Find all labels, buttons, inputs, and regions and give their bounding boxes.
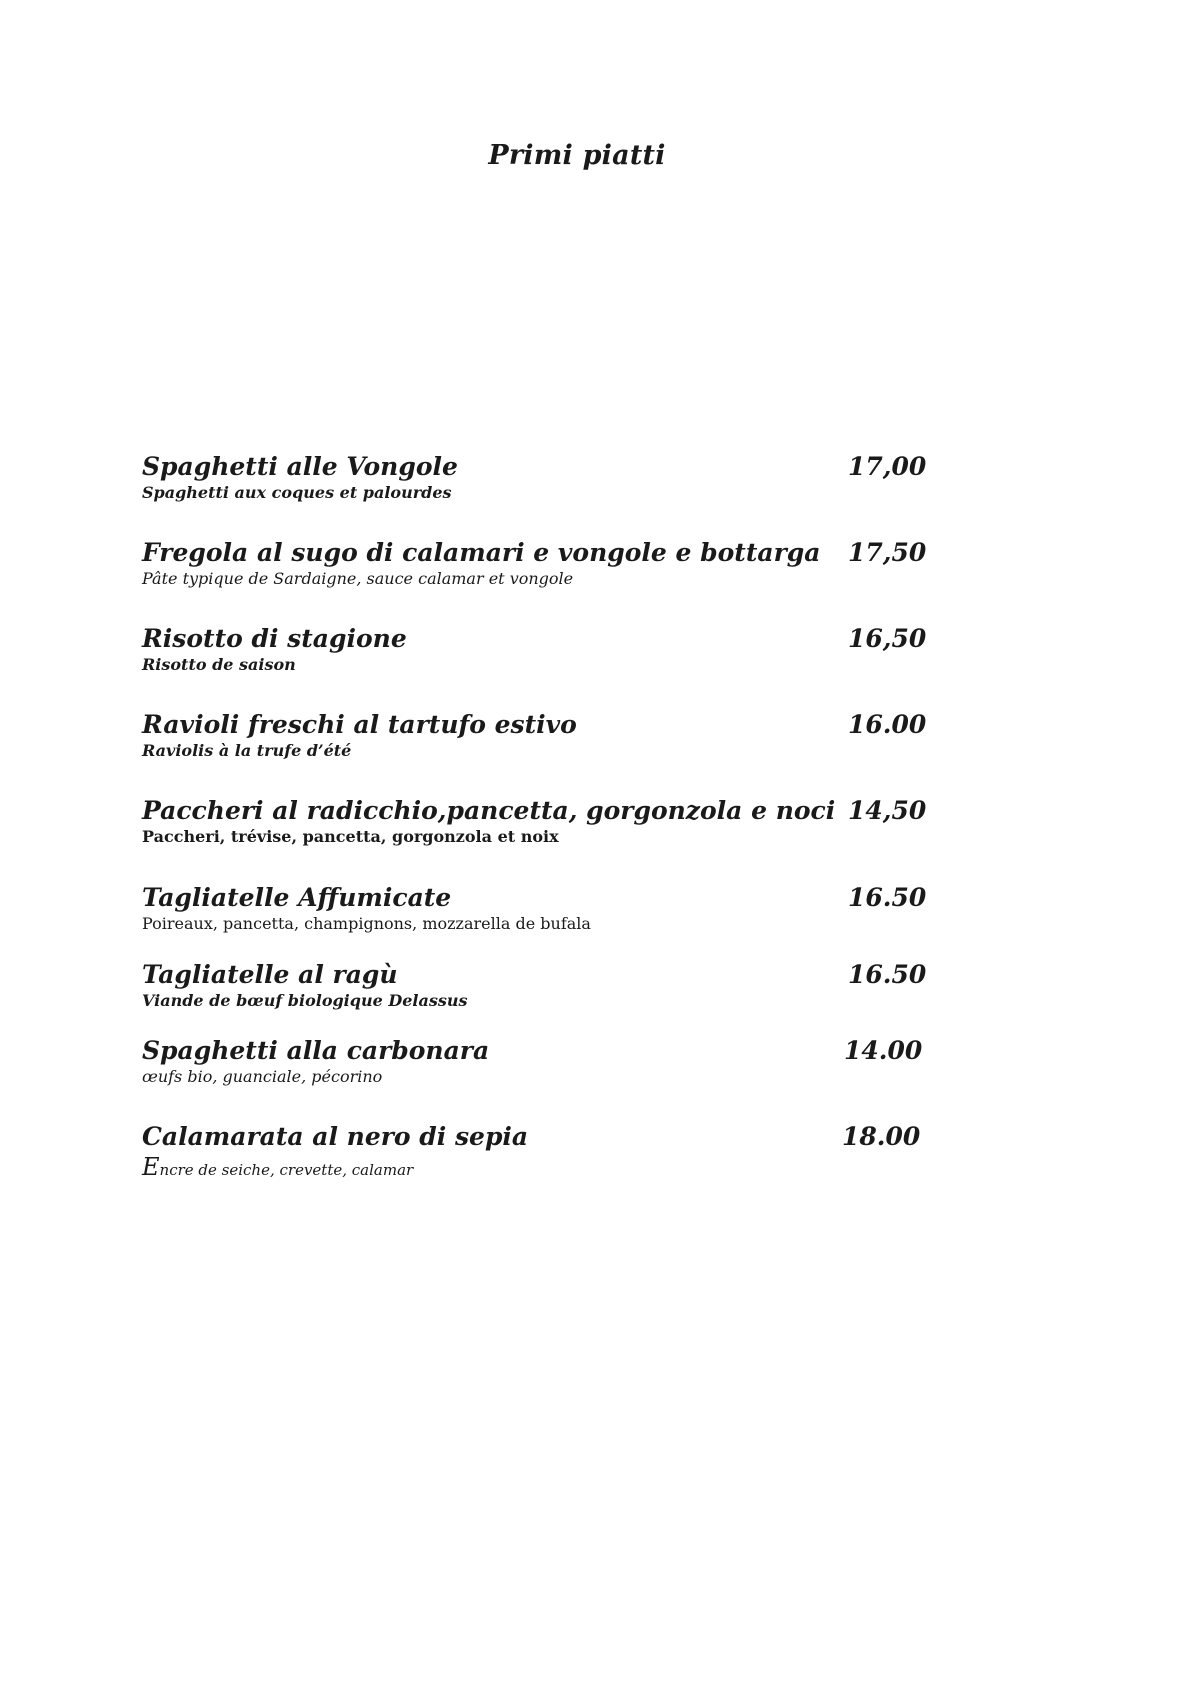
dish-description: Encre de seiche, crevette, calamar xyxy=(142,1153,414,1181)
dish-name: Spaghetti alle Vongole xyxy=(142,452,458,481)
dish-price: 16,50 xyxy=(848,624,927,653)
dish-description: Spaghetti aux coques et palourdes xyxy=(142,483,452,502)
dish-price: 17,50 xyxy=(848,538,927,567)
dish-price: 16.00 xyxy=(848,710,927,739)
menu-item-calamarata xyxy=(142,1122,922,1181)
menu-item-tagliatelle-ragu xyxy=(142,960,927,1012)
dish-description: Risotto de saison xyxy=(142,655,296,674)
dish-description: Raviolis à la trufe d’été xyxy=(142,741,352,760)
dish-name: Ravioli freschi al tartufo estivo xyxy=(142,710,577,739)
dish-name: Tagliatelle al ragù xyxy=(142,960,398,989)
dish-name: Fregola al sugo di calamari e vongole e bottarga xyxy=(142,538,821,567)
dish-description: Viande de bœuf biologique Delassus xyxy=(142,991,468,1010)
dish-description: Pâte typique de Sardaigne, sauce calamar et vongole xyxy=(142,569,574,588)
menu-item-tagliatelle-affumicate xyxy=(142,883,927,935)
menu-item-risotto xyxy=(142,624,927,676)
dish-name: Paccheri al radicchio,pancetta, gorgonzola e noci xyxy=(142,796,836,825)
dish-price: 16.50 xyxy=(848,960,927,989)
page-title: Primi piatti xyxy=(488,140,666,171)
menu-item-ravioli xyxy=(142,710,927,762)
dish-price: 14.00 xyxy=(844,1036,923,1065)
menu-item-fregola xyxy=(142,538,927,590)
menu-item-carbonara xyxy=(142,1036,922,1088)
dish-name: Risotto di stagione xyxy=(142,624,407,653)
menu-item-spaghetti-vongole xyxy=(142,452,927,504)
dish-name: Calamarata al nero di sepia xyxy=(142,1122,529,1151)
dish-price: 18.00 xyxy=(842,1122,921,1151)
dish-price: 14,50 xyxy=(848,796,927,825)
menu-item-paccheri xyxy=(142,796,927,848)
dish-price: 16.50 xyxy=(848,883,927,912)
dish-description: Paccheri, trévise, pancetta, gorgonzola et noix xyxy=(142,827,559,846)
dish-description: œufs bio, guanciale, pécorino xyxy=(142,1067,383,1086)
dish-name: Spaghetti alla carbonara xyxy=(142,1036,490,1065)
dish-description: Poireaux, pancetta, champignons, mozzarella de bufala xyxy=(142,914,591,933)
dish-price: 17,00 xyxy=(848,452,927,481)
dish-name: Tagliatelle Affumicate xyxy=(142,883,452,912)
